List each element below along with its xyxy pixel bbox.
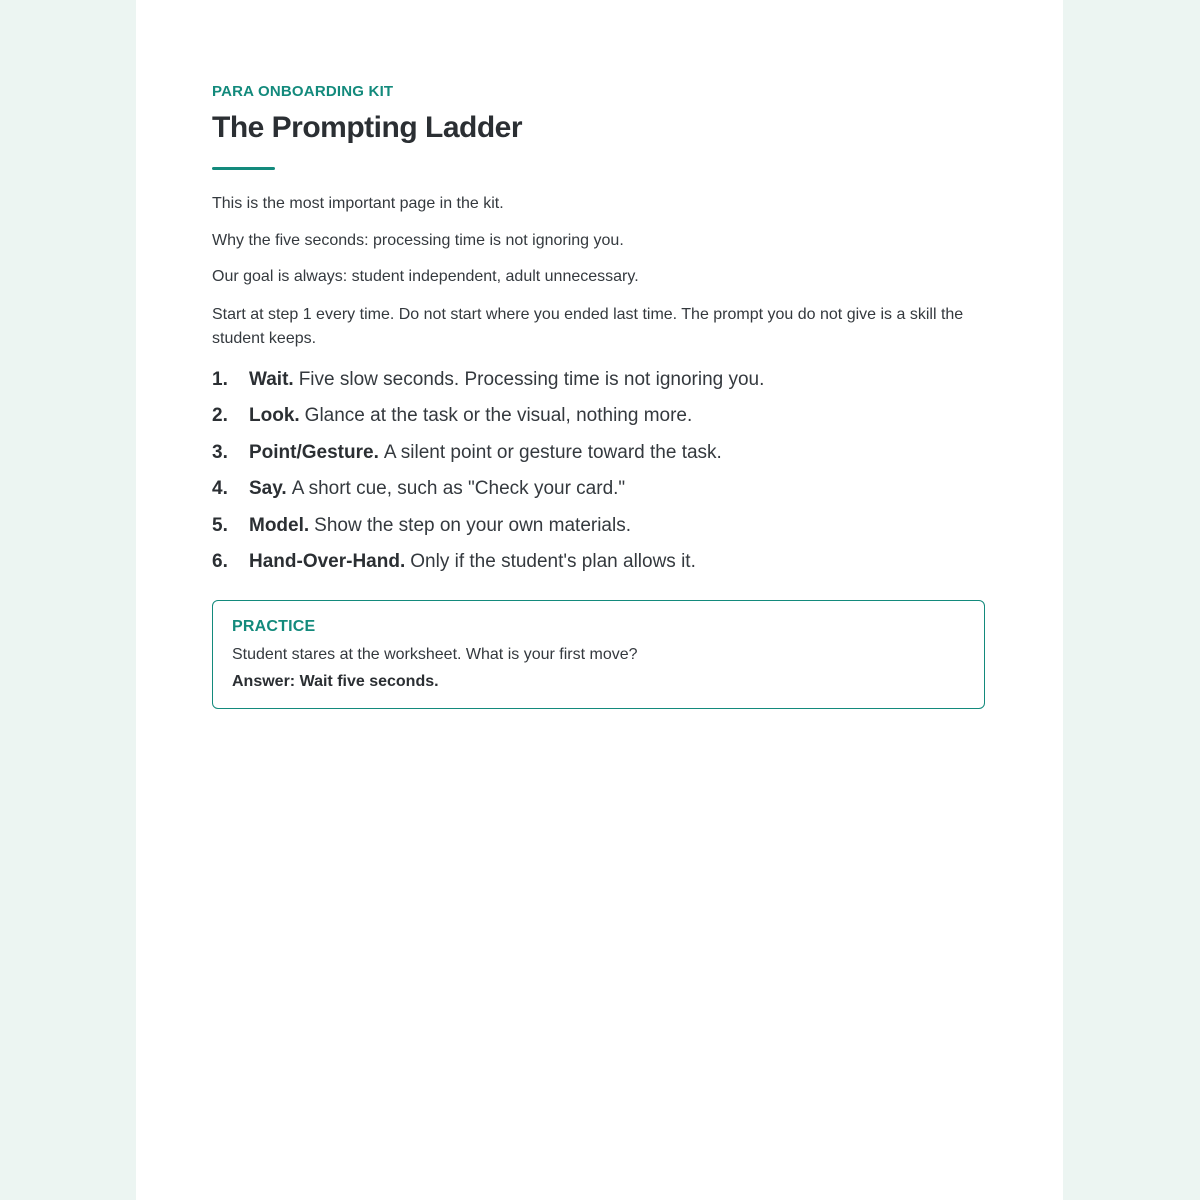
step-number: 2. [212,405,228,427]
intro-paragraph-1: This is the most important page in the kit. [212,195,504,212]
step-number: 1. [212,369,228,390]
intro-paragraph-2: Why the five seconds: processing time is not ignoring you. [212,232,624,249]
practice-answer: Answer: Wait five seconds. [232,673,439,690]
prompting-ladder-list [212,366,987,584]
page-title: The Prompting Ladder [212,111,523,144]
practice-label: PRACTICE [232,618,316,635]
step-description: A silent point or gesture toward the task. [383,441,722,463]
step-number: 6. [212,550,228,572]
step-name: Say. [249,478,287,500]
ladder-step [212,439,987,475]
step-description: A short cue, such as "Check your card." [291,478,626,500]
step-name: Look. [249,405,300,427]
practice-callout [212,600,985,709]
step-description: Five slow seconds. Processing time is not ignoring you. [298,369,765,390]
document-page [136,0,1063,1200]
ladder-step [212,475,987,511]
step-name: Hand-Over-Hand. [249,550,406,572]
kit-label: PARA ONBOARDING KIT [212,83,394,100]
step-description: Only if the student's plan allows it. [410,550,696,572]
step-description: Show the step on your own materials. [314,514,632,536]
ladder-step [212,402,987,438]
practice-question: Student stares at the worksheet. What is your first move? [232,646,638,663]
ladder-step [212,366,987,402]
title-underline [212,167,275,170]
step-number: 4. [212,478,228,500]
ladder-step [212,512,987,548]
step-name: Point/Gesture. [249,441,379,463]
step-number: 5. [212,514,228,536]
step-name: Model. [249,514,310,536]
step-description: Glance at the task or the visual, nothing more. [304,405,693,427]
intro-paragraph-3: Our goal is always: student independent, adult unnecessary. [212,268,639,285]
intro-paragraph-4: Start at step 1 every time. Do not start where you ended last time. The prompt you do not give is a skill the student keeps. [212,306,964,347]
step-name: Wait. [249,369,294,390]
ladder-step [212,548,987,584]
step-number: 3. [212,441,228,463]
